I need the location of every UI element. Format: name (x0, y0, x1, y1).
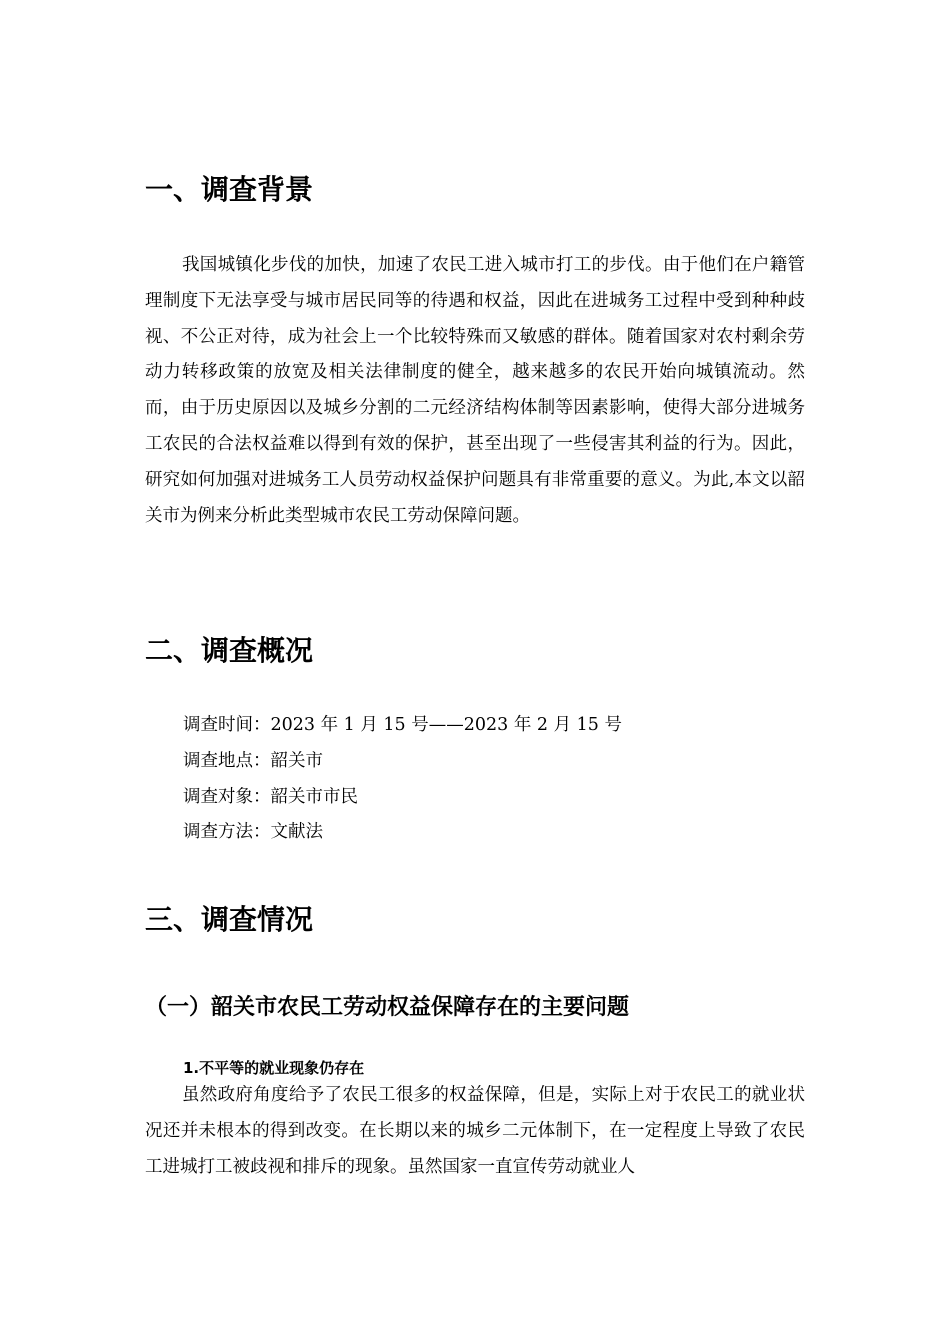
survey-location: 调查地点：韶关市 (183, 750, 323, 771)
survey-time: 调查时间：2023 年 1 月 15 号——2023 年 2 月 15 号 (183, 715, 623, 735)
background-paragraph: 我国城镇化步伐的加快，加速了农民工进入城市打工的步伐。由于他们在户籍管理制度下无法享受与城市居民同等的待遇和权益，因此在进城务工过程中受到种种歧视、不公正对待，成为社会上一个比较特殊而又敏感的群体。随着国家对农村剩余劳动力转移政策的放宽及相关法律制度的健全，越来越多的农民开始向城镇流动。然而，由于历史原因以及城乡分割的二元经济结构体制等因素影响，使得大部分进城务工农民的合法权益难以得到有效的保护，甚至出现了一些侵害其利益的行为。因此，研究如何加强对进城务工人员劳动权益保护问题具有非常重要的意义。为此,本文以韶关市为例来分析此类型城市农民工劳动保障问题。 (145, 255, 805, 526)
subsection-heading: （一）韶关市农民工劳动权益保障存在的主要问题 (145, 995, 630, 1020)
section-heading-situation: 三、调查情况 (145, 903, 314, 936)
situation-paragraph: 虽然政府角度给予了农民工很多的权益保障，但是，实际上对于农民工的就业状况还并未根本的得到改变。在长期以来的城乡二元体制下，在一定程度上导致了农民工进城打工被歧视和排斥的现象。虽然国家一直宣传劳动就业人 (145, 1085, 805, 1177)
point-title: 1.不平等的就业现象仍存在 (183, 1059, 365, 1077)
survey-subject: 调查对象：韶关市市民 (183, 786, 358, 807)
section-heading-background: 一、调查背景 (145, 173, 314, 206)
overview-info-list (183, 708, 622, 851)
section-heading-overview: 二、调查概况 (145, 634, 314, 667)
survey-method: 调查方法：文献法 (183, 822, 323, 843)
